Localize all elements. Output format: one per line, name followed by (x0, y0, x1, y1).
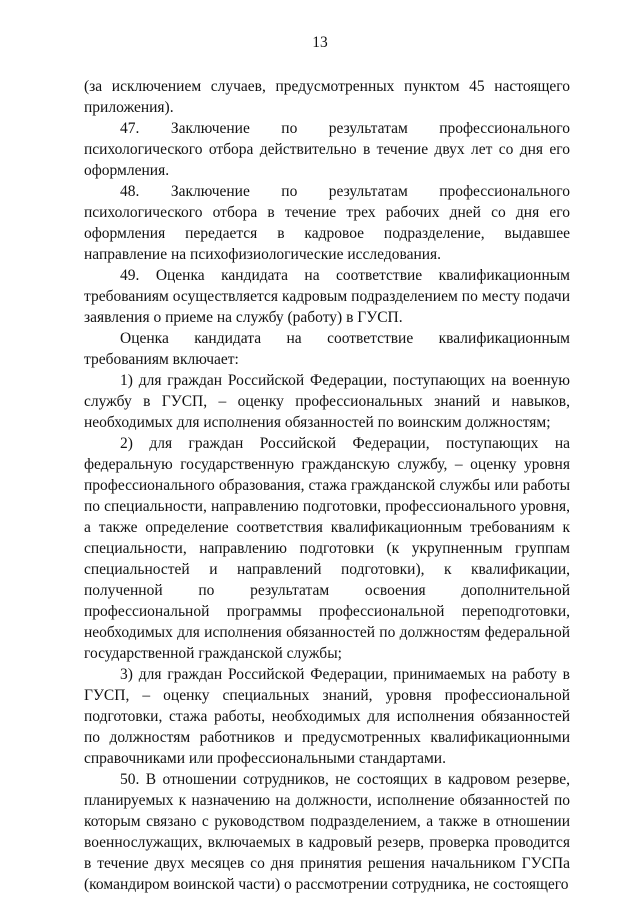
paragraph-50: 50. В отношении сотрудников, не состоящих в кадровом резерве, планируемых к назначению на должности, исполнение обязанностей по которым связано с руководством подразделением, а также в отношении военнослужащих, включаемых в кадровый резерв, проверка проводится в течение двух месяцев со дня принятия решения начальником ГУСПа (командиром воинской части) о рассмотрении сотрудника, не состоящего (84, 771, 570, 893)
list-item-1: 1) для граждан Российской Федерации, поступающих на военную службу в ГУСП, – оценку профессиональных знаний и навыков, необходимых для исполнения обязанностей по воинским должностям; (84, 372, 570, 431)
paragraph-49: 49. Оценка кандидата на соответствие квалификационным требованиям осуществляется кадровым подразделением по месту подачи заявления о приеме на службу (работу) в ГУСП. (84, 267, 570, 326)
page-number: 13 (312, 34, 328, 51)
list-item-3: 3) для граждан Российской Федерации, принимаемых на работу в ГУСП, – оценку специальных знаний, уровня профессиональной подготовки, стажа работы, необходимых для исполнения обязанностей по должностям работников и предусмотренных квалификационными справочниками или профессиональными стандартами. (84, 666, 570, 767)
paragraph-47: 47. Заключение по результатам профессионального психологического отбора действительно в течение двух лет со дня его оформления. (84, 120, 570, 179)
paragraph-continuation: (за исключением случаев, предусмотренных пунктом 45 настоящего приложения). (84, 78, 570, 116)
paragraph-48: 48. Заключение по результатам профессионального психологического отбора в течение трех рабочих дней со дня его оформления передается в кадровое подразделение, выдавшее направление на психофизиологические исследования. (84, 183, 570, 263)
document-body (84, 76, 570, 895)
paragraph-assessment-intro: Оценка кандидата на соответствие квалификационным требованиям включает: (84, 330, 570, 368)
list-item-2: 2) для граждан Российской Федерации, поступающих на федеральную государственную гражданскую службу, – оценку уровня профессионального образования, стажа гражданской службы или работы по специальности, направлению подготовки, профессионального уровня, а также определение соответствия квалификационным требованиям к специальности, направлению подготовки (к укрупненным группам специальностей и направлений подготовки), к квалификации, полученной по результатам освоения дополнительной профессиональной программы профессиональной переподготовки, необходимых для исполнения обязанностей по должностям федеральной государственной гражданской службы; (84, 435, 570, 662)
